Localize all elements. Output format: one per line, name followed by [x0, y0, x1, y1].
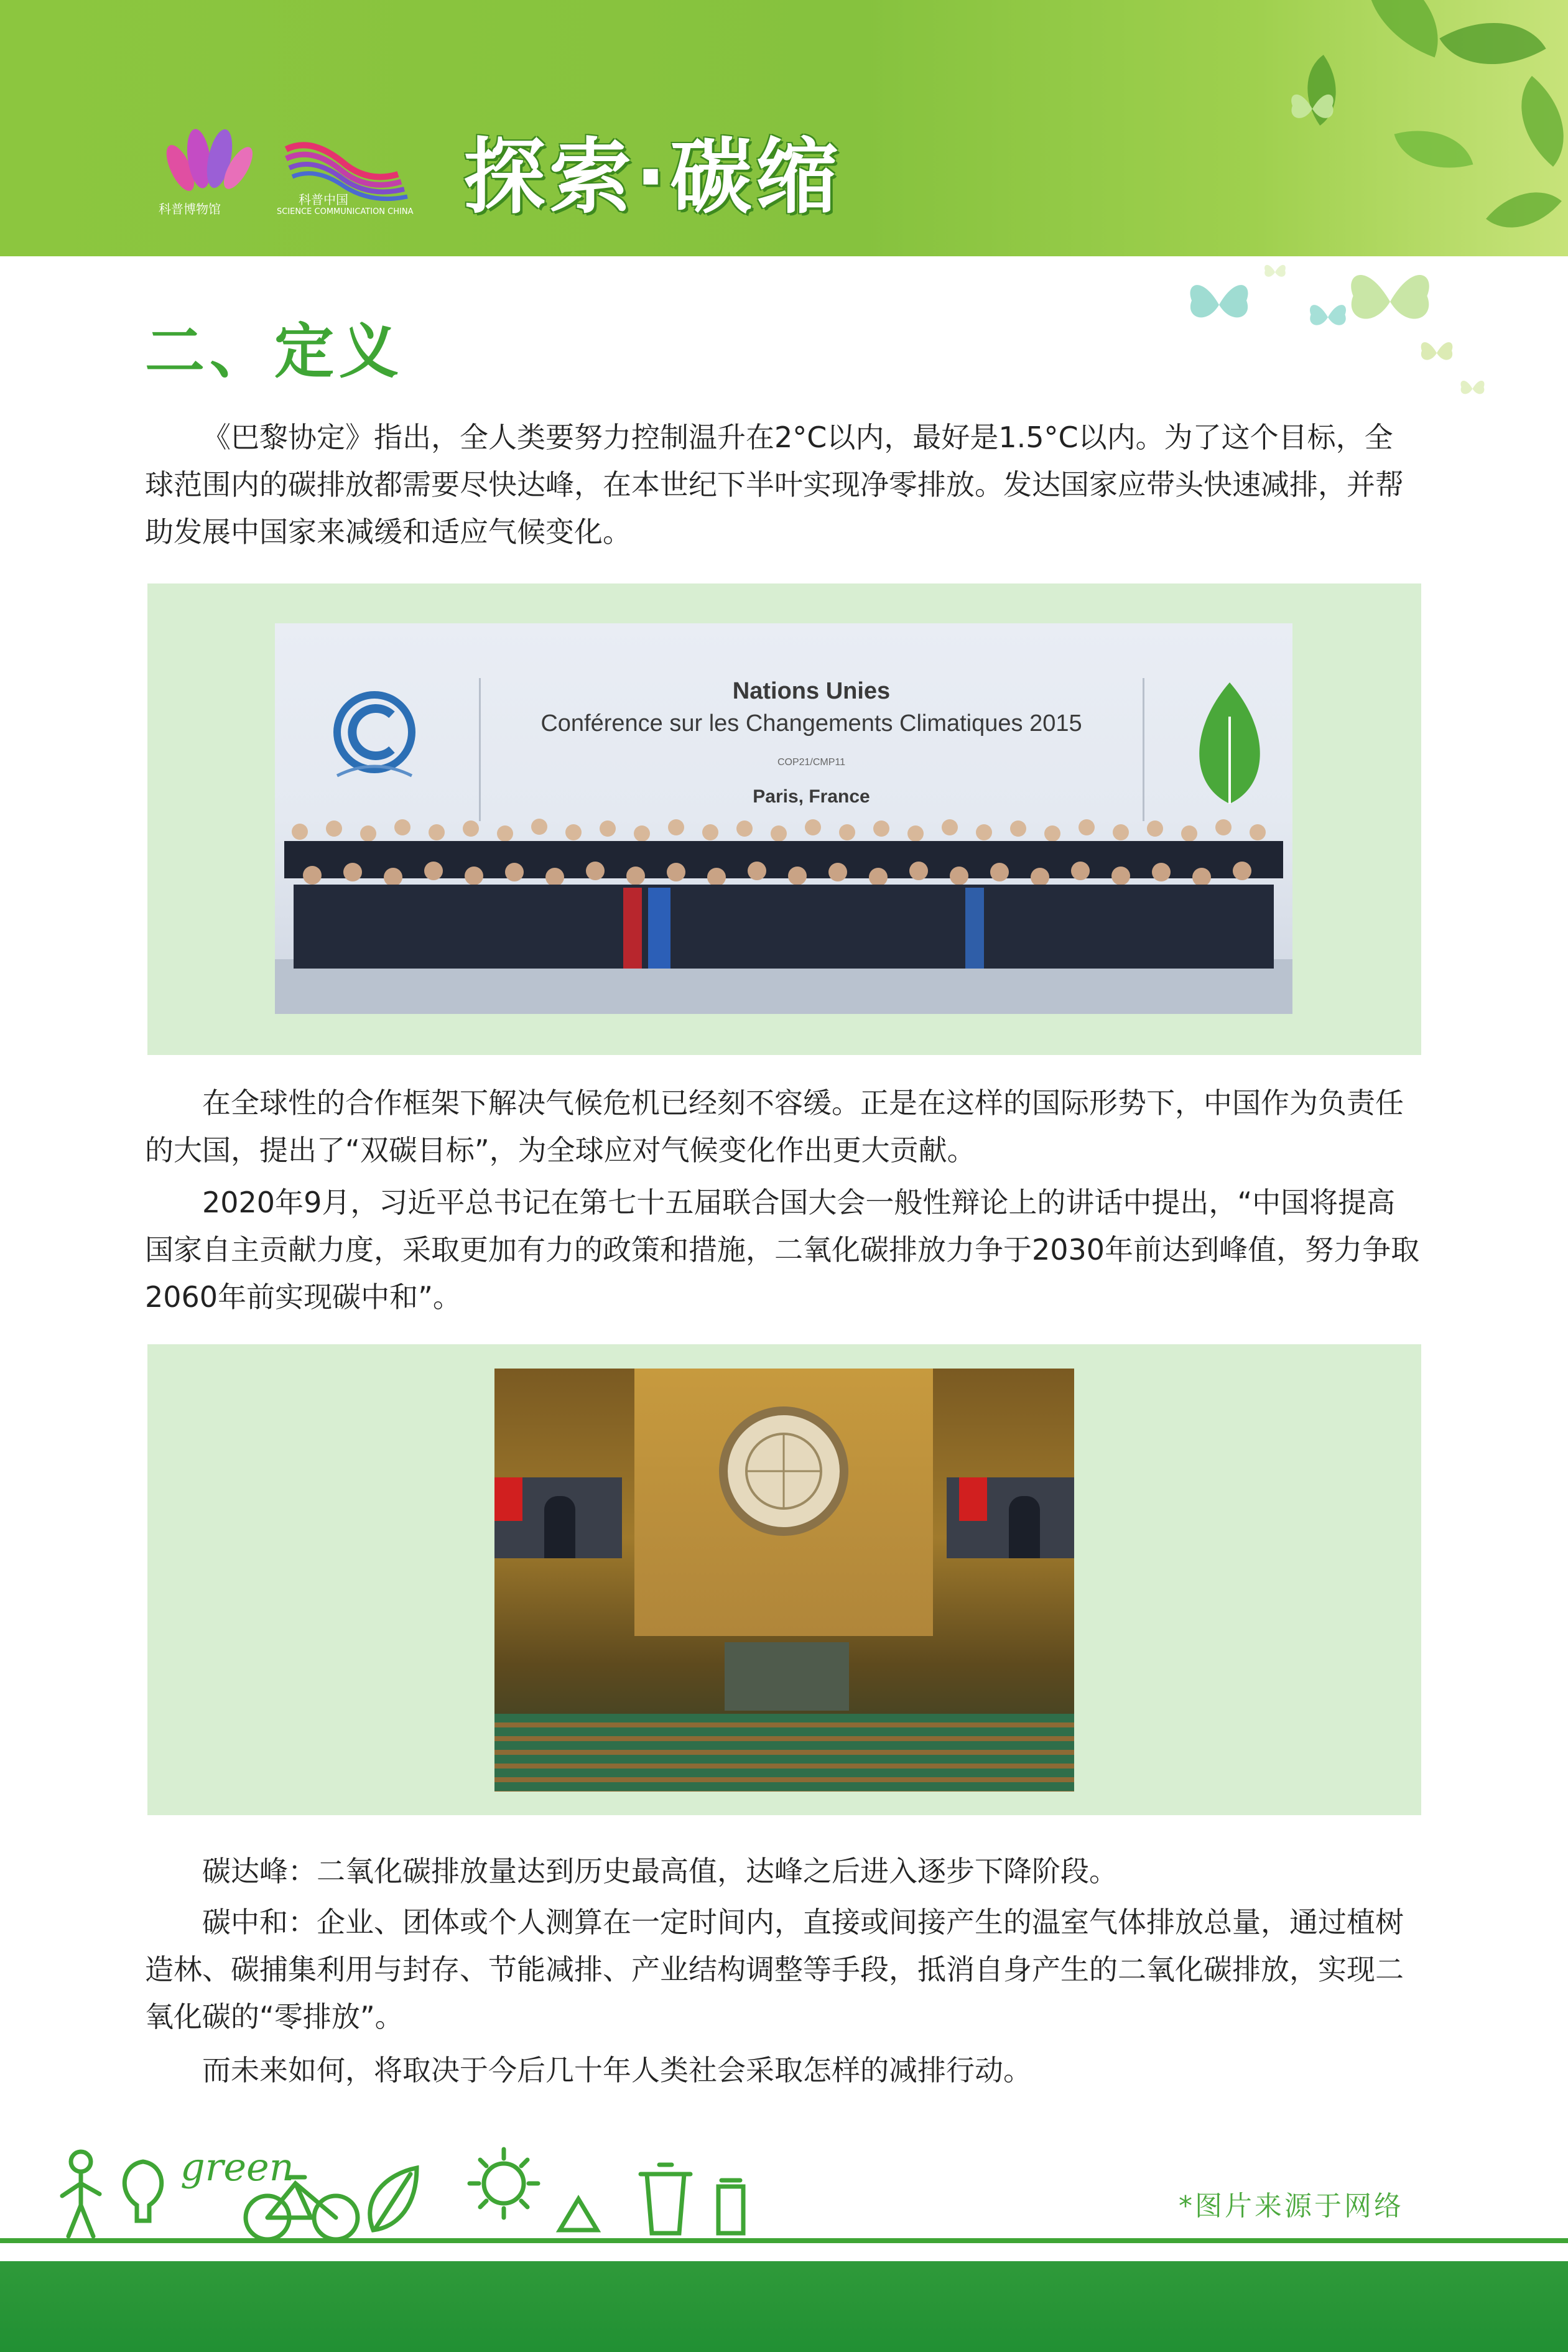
footer-band	[0, 2261, 1568, 2352]
speaker-figure	[544, 1496, 575, 1558]
right-video-screen	[947, 1477, 1074, 1558]
cop21-leaf-logo	[1183, 679, 1276, 810]
paragraph-carbon-peak: 碳达峰：二氧化碳排放量达到历史最高值，达峰之后进入逐步下降阶段。	[202, 1854, 1118, 1888]
page-header-title: 探索·碳缩	[463, 129, 842, 225]
paragraph-carbon-neutrality: 碳中和：企业、团体或个人测算在一定时间内，直接或间接产生的温室气体排放总量，通过植树造林、碳捕集利用与封存、节能减排、产业结构调整等手段，抵消自身产生的二氧化碳排放，实现二氧化碳的“零排放”。	[145, 1905, 1404, 2034]
speaker-figure	[1009, 1496, 1040, 1558]
china-flag	[959, 1477, 987, 1521]
un-emblem	[715, 1403, 852, 1540]
butterfly-icon	[1418, 336, 1455, 370]
paragraph-dual-carbon-goal: 在全球性的合作框架下解决气候危机已经刻不容缓。正是在这样的国际形势下，中国作为负责任的大国，提出了“双碳目标”，为全球应对气候变化作出更大贡献。	[145, 1086, 1404, 1167]
paragraph-un-speech: 2020年9月，习近平总书记在第七十五届联合国大会一般性辩论上的讲话中提出，“中国将提高国家自主贡献力度，采取更加有力的政策和措施，二氧化碳排放力争于2030年前达到峰值，努力争取2060年前实现碳中和”。	[145, 1186, 1420, 1314]
eco-icons-strip	[12, 2137, 759, 2249]
butterfly-icon	[1343, 261, 1437, 342]
leaf-decoration	[1394, 116, 1473, 182]
banner-location: Paris, France	[753, 786, 870, 807]
un-general-assembly-photo	[494, 1369, 1074, 1792]
section-title: 二、定义	[145, 317, 404, 386]
leaf-decoration	[1486, 171, 1562, 249]
green-wordmark: green	[180, 2144, 294, 2190]
leaf-decoration	[1496, 76, 1568, 167]
banner-subtitle: Conférence sur les Changements Climatiques 2015	[540, 710, 1082, 737]
butterfly-icon	[1185, 274, 1253, 336]
image-source-note: *图片来源于网络	[1179, 2190, 1404, 2222]
butterfly-icon	[1263, 261, 1287, 283]
banner-divider	[1143, 678, 1144, 821]
left-video-screen	[494, 1477, 622, 1558]
butterfly-icon	[1459, 376, 1487, 401]
science-china-caption: 科普中国	[299, 192, 348, 207]
leaf-decoration	[1347, 0, 1459, 57]
un-climate-logo	[312, 682, 437, 788]
paragraph-future: 而未来如何，将取决于今后几十年人类社会采取怎样的减排行动。	[202, 2053, 1032, 2087]
paragraph-paris-agreement: 《巴黎协定》指出，全人类要努力控制温升在2°C以内，最好是1.5°C以内。为了这个目标，全球范围内的碳排放都需要尽快达峰，在本世纪下半叶实现净零排放。发达国家应带头快速减排，并帮助发展中国家来减缓和适应气候变化。	[145, 421, 1404, 549]
delegates-crowd	[275, 810, 1292, 1014]
science-china-subcaption: SCIENCE COMMUNICATION CHINA	[277, 207, 414, 216]
museum-logo-caption: 科普博物馆	[159, 202, 221, 216]
butterfly-icon	[1287, 87, 1337, 131]
cop21-group-photo	[275, 623, 1292, 1014]
banner-title: Nations Unies	[732, 678, 891, 704]
china-flag	[494, 1477, 522, 1521]
footer-divider	[0, 2238, 1568, 2243]
assembly-podium	[725, 1642, 849, 1711]
banner-code: COP21/CMP11	[777, 757, 846, 768]
assembly-floor	[494, 1714, 1074, 1792]
